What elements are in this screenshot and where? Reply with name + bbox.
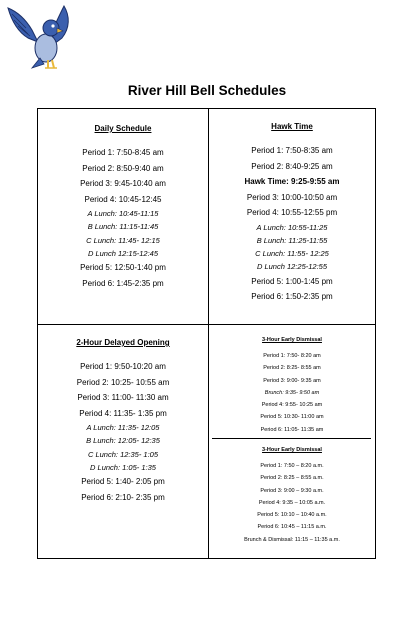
schedule-grid [37,108,376,559]
schedule-line: Period 2: 8:25- 8:55 am [263,365,321,372]
schedule-heading: Hawk Time [271,122,313,131]
schedule-line: D Lunch 12:25-12:55 [256,262,328,272]
hawk-mascot-icon [4,2,76,76]
schedule-line: Period 4: 9:55- 10:25 am [261,402,323,409]
schedule-line: Period 1: 7:50-8:35 am [251,146,333,155]
schedule-line: Period 6: 11:05- 11:35 am [260,426,324,433]
delayed-opening-schedule [38,338,208,505]
schedule-line: Period 5: 12:50-1:40 pm [80,263,166,273]
schedule-line: B Lunch: 11:25-11:55 [256,235,328,245]
schedule-heading: Daily Schedule [94,124,152,133]
early-dismissal-schedule-2 [209,447,375,546]
schedule-line: Period 5: 10:30- 11:00 am [260,414,324,421]
schedule-line: Period 3: 11:00- 11:30 am [77,393,169,402]
schedule-line: Period 2: 8:50-9:40 am [82,163,164,173]
schedule-line: Period 4: 11:35- 1:35 pm [79,408,167,418]
schedule-heading: 3-Hour Early Dismissal [262,337,322,343]
schedule-line: Period 1: 7:50-8:45 am [82,148,164,157]
schedule-line: Period 2: 8:25 – 8:55 a.m. [260,475,324,482]
schedule-line: Brunch: 9:35- 9:50 am [264,389,320,396]
schedule-line: Period 1: 7:50- 8:20 am [263,353,321,359]
schedule-line: Period 3: 9:45-10:40 am [80,179,166,188]
schedule-heading: 2-Hour Delayed Opening [76,338,170,347]
schedule-line: D Lunch: 1:05- 1:35 [90,462,156,472]
schedule-line: Period 3: 9:00- 9:35 am [263,377,321,384]
schedule-line: Period 2: 8:40-9:25 am [251,161,333,171]
schedule-line: C Lunch: 12:35- 1:05 [87,449,159,459]
schedule-line: Period 1: 9:50-10:20 am [80,362,166,371]
schedule-line: Period 3: 10:00-10:50 am [246,192,338,202]
page-title: River Hill Bell Schedules [127,83,287,98]
schedule-line: Period 6: 2:10- 2:35 pm [81,492,165,502]
schedule-line: B Lunch: 12:05- 12:35 [86,436,160,446]
schedule-line: Period 5: 1:00-1:45 pm [251,276,333,286]
schedule-line: A Lunch: 10:45-11:15 [87,209,159,218]
schedule-line: Period 4: 10:55-12:55 pm [246,208,338,217]
schedule-line: D Lunch 12:15-12:45 [87,248,159,258]
schedule-line: Period 6: 10:45 – 11:15 a.m. [257,524,327,531]
schedule-line: Period 1: 7:50 – 8:20 a.m. [260,463,324,469]
daily-schedule [38,124,208,291]
early-dismissal-schedule-1 [209,337,375,436]
schedule-line: A Lunch: 10:55-11:25 [256,222,328,232]
schedule-line: Period 4: 9:35 – 10:05 a.m. [258,499,326,506]
schedule-line: B Lunch: 11:15-11:45 [87,222,159,232]
schedule-line: Brunch & Dismissal: 11:15 – 11:35 a.m. [244,536,340,543]
schedule-heading: 3-Hour Early Dismissal [262,447,322,453]
grid-divider-horizontal [38,324,375,325]
schedule-line: C Lunch: 11:55- 12:25 [255,249,329,259]
schedule-line: Period 4: 10:45-12:45 [84,194,162,204]
schedule-line: C Lunch: 11:45- 12:15 [86,235,160,245]
schedule-line: Hawk Time: 9:25-9:55 am [244,177,340,186]
schedule-line: Period 6: 1:50-2:35 pm [251,292,333,302]
schedule-line: Period 6: 1:45-2:35 pm [82,278,164,288]
hawk-time-schedule [209,122,375,305]
early-dismissal-separator [212,438,371,439]
schedule-line: Period 2: 10:25- 10:55 am [76,377,170,387]
schedule-line: Period 3: 9:00 – 9:30 a.m. [260,487,324,494]
schedule-line: Period 5: 1:40- 2:05 pm [81,477,165,487]
schedule-line: A Lunch: 11:35- 12:05 [86,423,160,432]
schedule-line: Period 5: 10:10 – 10:40 a.m. [257,512,327,519]
